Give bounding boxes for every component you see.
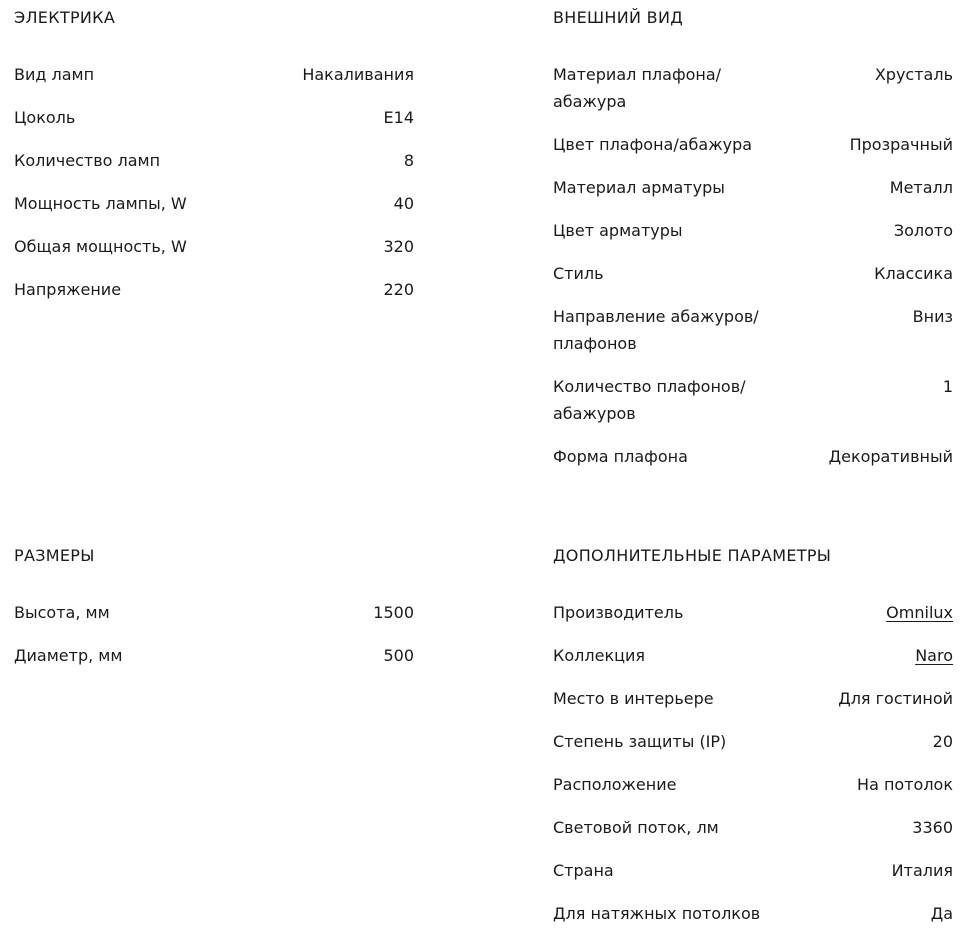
spec-label: Количество ламп <box>14 151 161 170</box>
spec-value: Накаливания <box>302 65 414 84</box>
spec-row-frame-material <box>553 174 953 201</box>
spec-row-diameter <box>14 642 414 669</box>
manufacturer-link[interactable]: Omnilux <box>886 603 953 622</box>
spec-value: Металл <box>889 178 953 197</box>
spec-label: Мощность лампы, W <box>14 194 187 213</box>
spec-value: Вниз <box>912 307 953 326</box>
spec-row-socket <box>14 104 414 131</box>
extra-params-section <box>553 546 953 928</box>
spec-row-ip-rating <box>553 728 953 755</box>
spec-row-frame-color <box>553 217 953 244</box>
spec-row-interior-place <box>553 685 953 712</box>
spec-row-shade-color <box>553 131 953 158</box>
spec-label: Степень защиты (IP) <box>553 732 727 751</box>
spec-row-shade-material <box>553 61 953 115</box>
spec-label: Цвет плафона/абажура <box>553 135 753 154</box>
spec-row-total-power <box>14 233 414 260</box>
spec-list <box>553 61 953 470</box>
spec-label: Напряжение <box>14 280 122 299</box>
spec-value: 500 <box>383 646 414 665</box>
spec-row-lamp-power <box>14 190 414 217</box>
spec-label: Место в интерьере <box>553 689 714 708</box>
spec-label: Общая мощность, W <box>14 237 187 256</box>
spec-list <box>14 61 414 303</box>
spec-value: 320 <box>383 237 414 256</box>
section-title: РАЗМЕРЫ <box>14 546 95 565</box>
spec-value: 3360 <box>912 818 953 837</box>
spec-list <box>553 599 953 927</box>
spec-value: E14 <box>383 108 414 127</box>
dimensions-section <box>14 546 414 685</box>
spec-label: Страна <box>553 861 614 880</box>
spec-label: Количество плафонов/ абажуров <box>553 377 746 423</box>
spec-value: Прозрачный <box>849 135 953 154</box>
spec-row-style <box>553 260 953 287</box>
spec-row-placement <box>553 771 953 798</box>
spec-label: Коллекция <box>553 646 646 665</box>
spec-label: Диаметр, мм <box>14 646 123 665</box>
spec-label: Производитель <box>553 603 684 622</box>
spec-label: Направление абажуров/ плафонов <box>553 307 759 353</box>
spec-row-lamp-count <box>14 147 414 174</box>
spec-value: 20 <box>932 732 953 751</box>
spec-row-lamp-type <box>14 61 414 88</box>
spec-label: Для натяжных потолков <box>553 904 761 923</box>
collection-link[interactable]: Naro <box>915 646 953 665</box>
spec-row-shade-shape <box>553 443 953 470</box>
spec-value: Да <box>930 904 953 923</box>
spec-value: 1 <box>942 377 953 396</box>
spec-row-luminous-flux <box>553 814 953 841</box>
spec-label: Цвет арматуры <box>553 221 683 240</box>
section-title: ЭЛЕКТРИКА <box>14 8 116 27</box>
spec-row-shade-count <box>553 373 953 427</box>
spec-label: Материал арматуры <box>553 178 725 197</box>
spec-label: Материал плафона/ абажура <box>553 65 722 111</box>
spec-label: Высота, мм <box>14 603 110 622</box>
electrics-section <box>14 8 414 319</box>
spec-row-stretch-ceiling <box>553 900 953 927</box>
spec-label: Световой поток, лм <box>553 818 719 837</box>
spec-row-voltage <box>14 276 414 303</box>
spec-value: 1500 <box>373 603 414 622</box>
section-title: ВНЕШНИЙ ВИД <box>553 8 684 27</box>
appearance-section <box>553 8 953 486</box>
spec-value: Италия <box>891 861 953 880</box>
spec-row-height <box>14 599 414 626</box>
spec-value: 40 <box>393 194 414 213</box>
spec-list <box>14 599 414 669</box>
spec-label: Форма плафона <box>553 447 688 466</box>
spec-value: Для гостиной <box>838 689 953 708</box>
spec-value: Декоративный <box>828 447 953 466</box>
spec-value: 220 <box>383 280 414 299</box>
spec-value: Классика <box>874 264 953 283</box>
spec-label: Цоколь <box>14 108 76 127</box>
spec-row-manufacturer <box>553 599 953 626</box>
spec-value: Хрусталь <box>874 65 953 84</box>
spec-value: 8 <box>403 151 414 170</box>
spec-row-collection <box>553 642 953 669</box>
spec-value: На потолок <box>857 775 953 794</box>
section-title: ДОПОЛНИТЕЛЬНЫЕ ПАРАМЕТРЫ <box>553 546 832 565</box>
spec-row-shade-direction <box>553 303 953 357</box>
spec-row-country <box>553 857 953 884</box>
spec-label: Расположение <box>553 775 677 794</box>
spec-label: Стиль <box>553 264 604 283</box>
spec-value: Золото <box>893 221 953 240</box>
spec-label: Вид ламп <box>14 65 95 84</box>
